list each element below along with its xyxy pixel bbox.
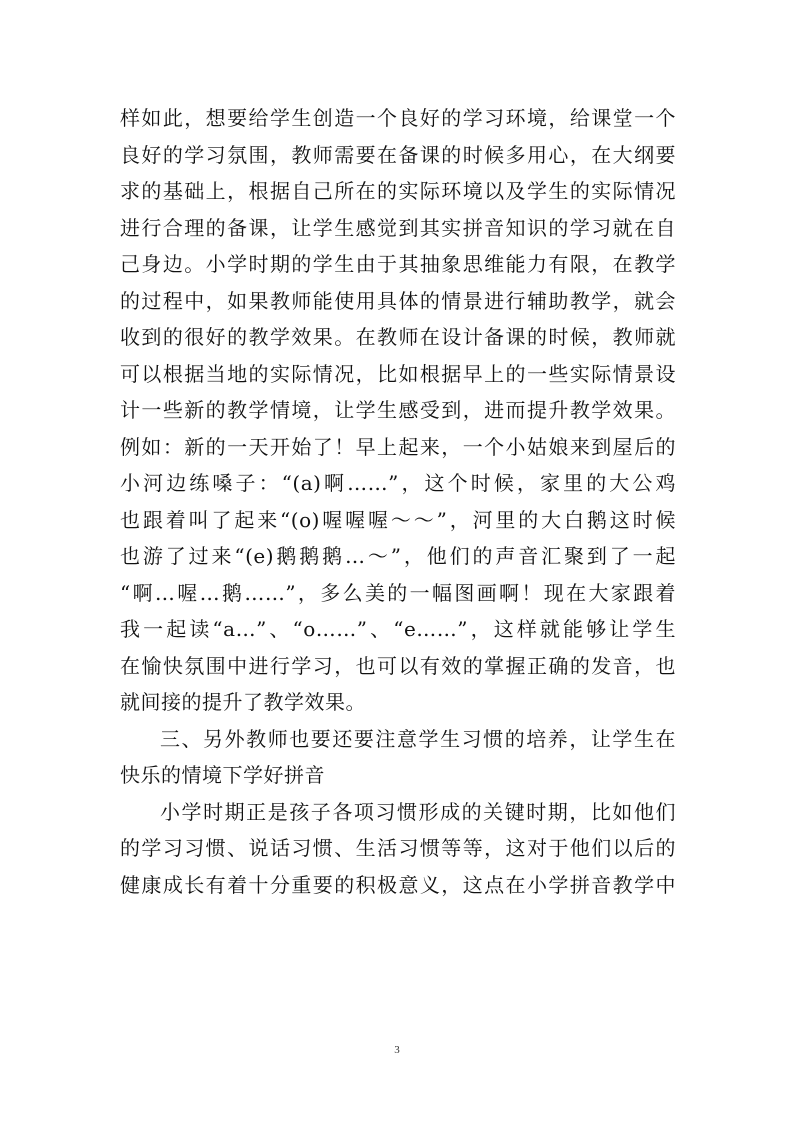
text-line: 小河边练嗓子：“(a)啊……”，这个时候，家里的大公鸡 — [120, 471, 676, 495]
document-body — [120, 100, 676, 903]
text-line: 健康成长有着十分重要的积极意义，这点在小学拼音教学中 — [120, 872, 676, 897]
text-line: 的过程中，如果教师能使用具体的情景进行辅助教学，就会 — [120, 288, 676, 313]
text-line: 例如：新的一天开始了！早上起来，一个小姑娘来到屋后的 — [120, 434, 676, 459]
section-heading-3 — [120, 721, 676, 794]
page-number: 3 — [394, 1044, 400, 1056]
heading-line: 三、另外教师也要还要注意学生习惯的培养，让学生在 — [160, 726, 676, 751]
text-line: 己身边。小学时期的学生由于其抽象思维能力有限，在教学 — [120, 252, 676, 276]
text-line: 小学时期正是孩子各项习惯形成的关键时期，比如他们 — [160, 799, 676, 824]
text-line: 良好的学习氛围，教师需要在备课的时候多用心，在大纲要 — [120, 142, 676, 167]
heading-line: 快乐的情境下学好拼音 — [120, 763, 325, 787]
text-line: 样如此，想要给学生创造一个良好的学习环境，给课堂一个 — [120, 106, 676, 130]
text-line: 也游了过来“(e)鹅鹅鹅…～”，他们的声音汇聚到了一起 — [120, 544, 676, 568]
text-line: 的学习习惯、说话习惯、生活习惯等等，这对于他们以后的 — [120, 836, 676, 860]
text-line: 求的基础上，根据自己所在的实际环境以及学生的实际情况 — [120, 179, 676, 203]
text-line: 就间接的提升了教学效果。 — [120, 690, 366, 714]
paragraph-2 — [120, 794, 676, 904]
text-line: 进行合理的备课，让学生感觉到其实拼音知识的学习就在自 — [120, 215, 676, 240]
text-line: 收到的很好的教学效果。在教师在设计备课的时候，教师就 — [120, 325, 676, 349]
text-line: 我一起读“a…”、“o……”、“e……”，这样就能够让学生 — [120, 617, 676, 641]
text-line: 计一些新的教学情境，让学生感受到，进而提升教学效果。 — [120, 398, 676, 422]
text-line: 可以根据当地的实际情况，比如根据早上的一些实际情景设 — [120, 361, 676, 386]
text-line: “啊…喔…鹅……”，多么美的一幅图画啊！现在大家跟着 — [120, 580, 676, 605]
paragraph-1 — [120, 100, 676, 721]
text-line: 在愉快氛围中进行学习，也可以有效的掌握正确的发音，也 — [120, 653, 676, 678]
text-line: 也跟着叫了起来“(o)喔喔喔～～”，河里的大白鹅这时候 — [120, 507, 676, 532]
